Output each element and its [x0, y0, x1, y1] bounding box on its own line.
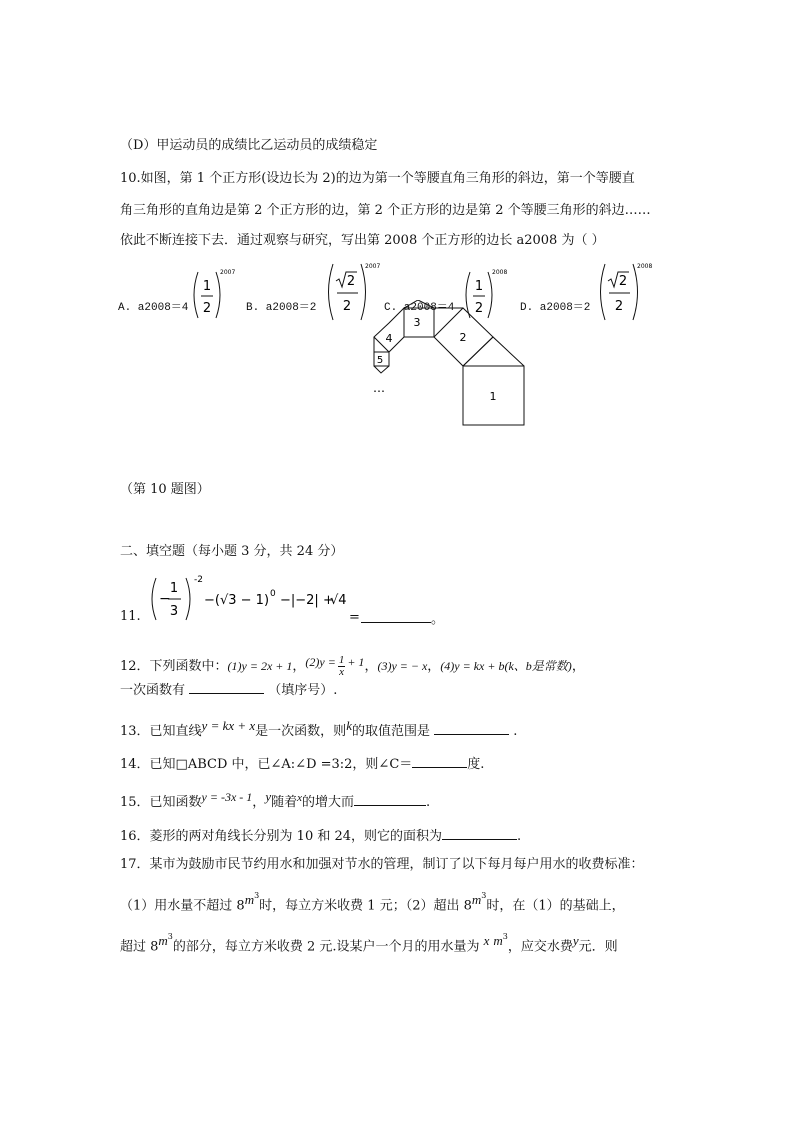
- q10-line2: 角三角形的直角边是第 2 个正方形的边，第 2 个正方形的边是第 2 个等腰三角形的斜边……: [120, 203, 651, 218]
- section2-title: 二、填空题（每小题 3 分，共 24 分）: [120, 544, 344, 559]
- q11-number: 11.: [120, 609, 141, 624]
- q11-equals: =: [349, 610, 360, 625]
- fig-label-5: 5: [376, 355, 384, 366]
- q10-b-exp: 2007: [365, 263, 381, 270]
- q12-f4: (4)y = kx + b(k、b是常数): [440, 659, 572, 673]
- q11-term2: −(√3 − 1): [204, 593, 270, 608]
- q17-line1: 17．某市为鼓励市民节约用水和加强对节水的管理，制订了以下每月每户用水的收费标准：: [120, 857, 644, 872]
- q10-option-d-fraction: [597, 260, 659, 324]
- q12-f2a: (2)y =: [305, 655, 336, 669]
- q13-fx: y = kx + x: [201, 718, 256, 733]
- q10-a-den: 2: [202, 301, 212, 316]
- svg-text:−: −: [159, 591, 171, 607]
- q11-expression: [144, 570, 364, 628]
- fig-square-4: [374, 308, 404, 352]
- q14: 14．已知□ABCD 中，已∠A:∠D =3:2，则∠C＝ 度.: [120, 757, 485, 772]
- q12-f3: (3)y = − x: [377, 659, 428, 673]
- q11-num: 1: [169, 581, 179, 596]
- q10-line1: 10.如图，第 1 个正方形(设边长为 2)的边为第一个等腰直角三角形的斜边，第一个等腰直: [120, 171, 635, 186]
- q10-d-exp: 2008: [637, 263, 653, 270]
- q17-line2: （1）用水量不超过 $8m^3$时，每立方米收费 1 元；（2）超出 $8m^3$时，在（1）的基础上，: [120, 891, 625, 914]
- q11-end: 。: [431, 612, 445, 627]
- q10-option-a: A. a2008＝4: [118, 302, 189, 314]
- q10-d-den: 2: [614, 299, 624, 314]
- q10-c-exp: 2008: [492, 269, 508, 276]
- q16: 16．菱形的两对角线长分别为 10 和 24，则它的面积为 .: [120, 829, 522, 844]
- fig-label-4: 4: [385, 332, 393, 345]
- q11-exp2: 0: [270, 589, 276, 599]
- q10-option-c: C. a2008＝4: [384, 302, 455, 314]
- q10-b-num: 2: [346, 274, 356, 289]
- q12-f1: (1)y = 2x + 1: [227, 659, 293, 673]
- q12-line2: 一次函数有 （填序号）.: [120, 683, 338, 698]
- q10-figure: [360, 300, 540, 430]
- q10-option-b: B. a2008＝2: [246, 302, 317, 314]
- q14-blank[interactable]: [412, 755, 467, 768]
- q15-fx: y = -3x - 1: [201, 790, 253, 804]
- fig-triangle-1: [463, 337, 524, 366]
- q10-line3: 依此不断连接下去．通过观察与研究，写出第 2008 个正方形的边长 a2008 为（ ）: [120, 233, 605, 248]
- q10-a-exp: 2007: [220, 269, 236, 276]
- q10-d-num: 2: [618, 274, 628, 289]
- q10-option-d: D. a2008＝2: [520, 302, 591, 314]
- q10-c-num: 1: [474, 279, 484, 294]
- q12-blank[interactable]: [189, 681, 264, 694]
- q11-term4: √4: [330, 593, 347, 608]
- q15-blank[interactable]: [354, 793, 426, 806]
- q11-answer: [361, 610, 444, 626]
- q17-line3: 超过 $8m^3$的部分，每立方米收费 2 元.设某户一个月的用水量为 x $m^3$，应交水费y元．则: [120, 932, 618, 955]
- q15: 15．已知函数y = -3x - 1，y随着$^x$的增大而 .: [120, 789, 431, 810]
- q10-b-den: 2: [342, 299, 352, 314]
- fig-ellipsis: …: [373, 381, 385, 395]
- q10-a-num: 1: [202, 279, 212, 294]
- q13: 13．已知直线y = kx + x是一次函数，则k的取值范围是 .: [120, 718, 518, 739]
- q11-den: 3: [169, 604, 179, 619]
- q10-option-a-fraction: [190, 266, 240, 324]
- fig-label-1: 1: [489, 390, 497, 403]
- q13-blank[interactable]: [434, 722, 509, 735]
- q12-line1: 12．下列函数中：(1)y = 2x + 1，(2)y = $\frac{1}{x}$ + 1，(3)y = − x，(4)y = kx + b(k、b是常数)，: [120, 654, 585, 678]
- q10-c-den: 2: [474, 301, 484, 316]
- q16-blank[interactable]: [442, 827, 517, 840]
- fig-label-3: 3: [413, 316, 421, 329]
- q12-f2-fraction: $\frac{1}{x}$: [338, 654, 345, 678]
- q9-option-d: （D）甲运动员的成绩比乙运动员的成绩稳定: [120, 138, 378, 153]
- q12-lead: 12．下列函数中：: [120, 659, 228, 674]
- q10-caption: （第 10 题图）: [120, 482, 210, 497]
- q11-blank[interactable]: [361, 610, 431, 623]
- q11-term3: −|−2| +: [280, 593, 334, 608]
- fig-label-2: 2: [459, 331, 467, 344]
- q11-exp1: -2: [194, 575, 203, 585]
